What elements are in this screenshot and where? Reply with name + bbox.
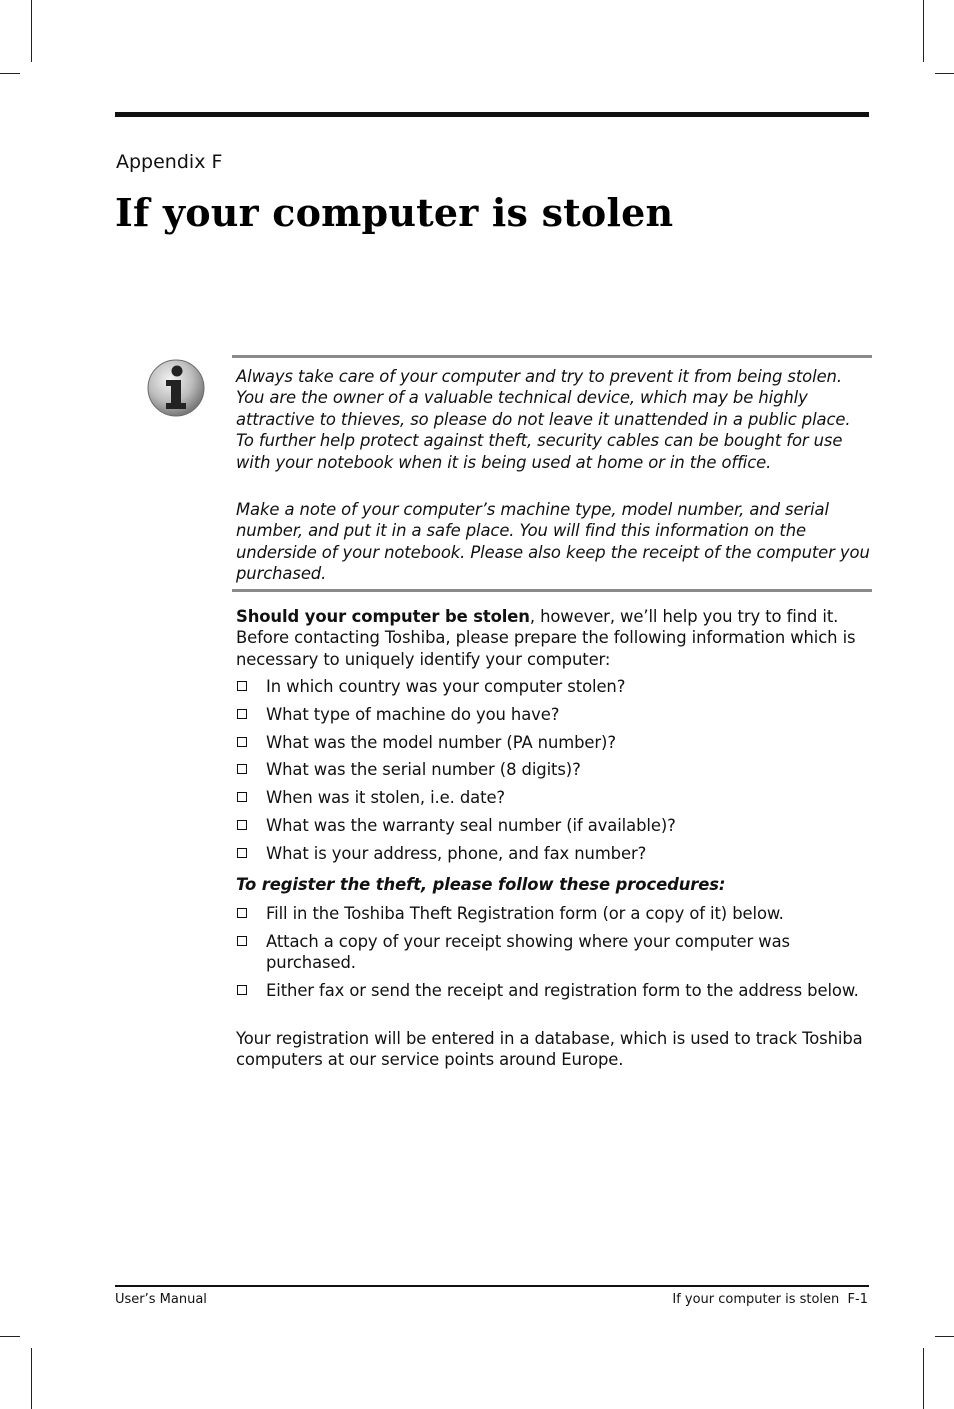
crop-mark bbox=[935, 73, 954, 74]
footer-left: User’s Manual bbox=[115, 1292, 207, 1307]
crop-mark bbox=[923, 0, 924, 62]
info-icon bbox=[146, 358, 206, 418]
crop-mark bbox=[935, 1336, 954, 1337]
crop-mark bbox=[31, 1348, 32, 1409]
list-item: What is your address, phone, and fax number? bbox=[236, 843, 872, 864]
appendix-label: Appendix F bbox=[116, 151, 223, 173]
checkbox-icon bbox=[237, 985, 247, 995]
list-item: In which country was your computer stolen? bbox=[236, 676, 872, 697]
footer-rule bbox=[115, 1285, 869, 1287]
intro-text: , however, we’ll help you try to find it. Before contacting Toshiba, please prepare the following information which is necessary to uniquely identify your computer: bbox=[236, 607, 856, 669]
note-paragraph: Always take care of your computer and try to prevent it from being stolen. You are the owner of a valuable technical device, which may be highly attractive to thieves, so please do not leave it unattended in a public place. To further help protect against theft, security cables can be bought for use with your notebook when it is being used at home or in the office. bbox=[236, 367, 851, 472]
crop-mark bbox=[0, 73, 20, 74]
procedure-list bbox=[236, 903, 872, 1008]
page-title: If your computer is stolen bbox=[115, 190, 674, 235]
procedure-heading: To register the theft, please follow these procedures: bbox=[236, 875, 726, 894]
note-paragraph: Make a note of your computer’s machine type, model number, and serial number, and put it in a safe place. You will find this information on the underside of your notebook. Please also keep the receipt of the computer you purchased. bbox=[236, 500, 870, 584]
list-item: Either fax or send the receipt and registration form to the address below. bbox=[236, 980, 872, 1001]
checkbox-icon bbox=[237, 764, 247, 774]
intro-paragraph bbox=[236, 606, 876, 670]
crop-mark bbox=[0, 1336, 20, 1337]
checkbox-icon bbox=[237, 792, 247, 802]
checkbox-icon bbox=[237, 848, 247, 858]
question-list bbox=[236, 676, 872, 871]
list-item: What was the warranty seal number (if available)? bbox=[236, 815, 872, 836]
note-bottom-rule bbox=[232, 589, 872, 592]
checkbox-icon bbox=[237, 681, 247, 691]
checkbox-icon bbox=[237, 936, 247, 946]
crop-mark bbox=[923, 1348, 924, 1409]
list-item: Fill in the Toshiba Theft Registration form (or a copy of it) below. bbox=[236, 903, 872, 924]
list-item: What type of machine do you have? bbox=[236, 704, 872, 725]
list-item: What was the serial number (8 digits)? bbox=[236, 759, 872, 780]
header-rule bbox=[115, 112, 869, 117]
crop-mark bbox=[31, 0, 32, 62]
list-item: Attach a copy of your receipt showing where your computer was purchased. bbox=[236, 931, 872, 974]
footer-right: If your computer is stolen F-1 bbox=[672, 1292, 868, 1307]
intro-bold-lead: Should your computer be stolen bbox=[236, 607, 530, 626]
closing-paragraph: Your registration will be entered in a database, which is used to track Toshiba computers at our service points around Europe. bbox=[236, 1029, 863, 1070]
checkbox-icon bbox=[237, 737, 247, 747]
list-item: What was the model number (PA number)? bbox=[236, 732, 872, 753]
note-top-rule bbox=[232, 355, 872, 358]
checkbox-icon bbox=[237, 709, 247, 719]
list-item: When was it stolen, i.e. date? bbox=[236, 787, 872, 808]
checkbox-icon bbox=[237, 908, 247, 918]
checkbox-icon bbox=[237, 820, 247, 830]
